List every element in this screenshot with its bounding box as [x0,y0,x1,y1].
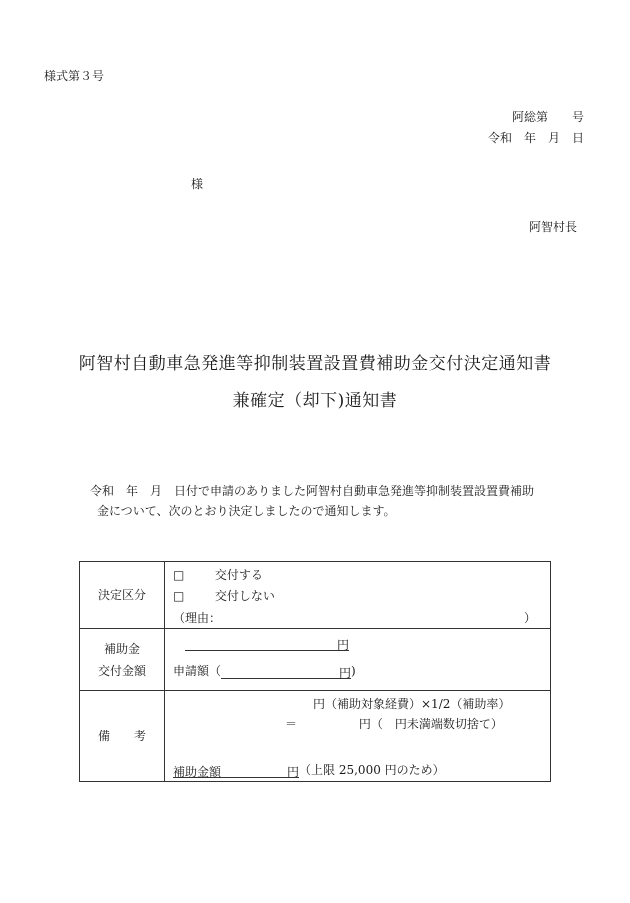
document-title-line1: 阿智村自動車急発進等抑制装置設置費補助金交付決定通知書 [78,354,552,374]
applied-amount-label: 申請額（ [173,664,222,678]
reason-close: ） [523,611,536,625]
document-title-line2: 兼確定（却下)通知書 [232,391,398,411]
grant-amount-yen: 円 [337,638,350,652]
subsidy-amount-label: 補助金額 [173,765,222,779]
addressee-suffix: 様 [191,177,204,191]
remarks-row [80,691,551,782]
grant-checkbox[interactable]: □ [173,568,185,582]
decision-table [79,561,551,782]
amount-label-line2: 交付金額 [97,663,146,678]
subsidy-amount-field[interactable] [221,763,287,778]
decision-label: 決定区分 [80,562,165,629]
subsidy-note: （上限 25,000 円のため） [299,763,445,777]
applied-amount-yen: 円 [339,666,352,680]
notice-body-line1: 令和 年 月 日付で申請のありました阿智村自動車急発進等抑制装置設置費補助 [90,484,535,498]
grant-amount-field[interactable] [185,636,337,651]
applied-amount-field[interactable] [221,664,339,679]
grant-option-label: 交付する [214,568,263,582]
reason-label: （理由： [173,611,222,625]
nogrant-option-label: 交付しない [214,589,275,603]
amount-row [80,629,551,691]
form-number: 様式第３号 [44,69,105,83]
calc-equals: ＝ [285,717,298,731]
applied-amount-close: ) [351,664,356,678]
subsidy-amount-yen: 円 [287,765,300,779]
notice-body-line2: 金について、次のとおり決定しましたので通知します。 [97,504,396,518]
calc-line2: 円（ 円未満端数切捨て） [358,717,503,731]
document-number: 阿総第 号 [511,110,584,124]
remarks-cell [165,691,551,782]
notice-body [90,481,590,521]
sender-name: 阿智村長 [528,220,577,234]
decision-cell [165,562,551,629]
amount-label [80,629,165,691]
nogrant-checkbox[interactable]: □ [173,589,185,603]
issue-date: 令和 年 月 日 [487,131,584,145]
calc-line1: 円（補助対象経費）×1/2（補助率） [313,697,511,711]
amount-cell [165,629,551,691]
decision-row [80,562,551,629]
remarks-label: 備 考 [80,691,165,782]
amount-label-line1: 補助金 [103,641,140,656]
